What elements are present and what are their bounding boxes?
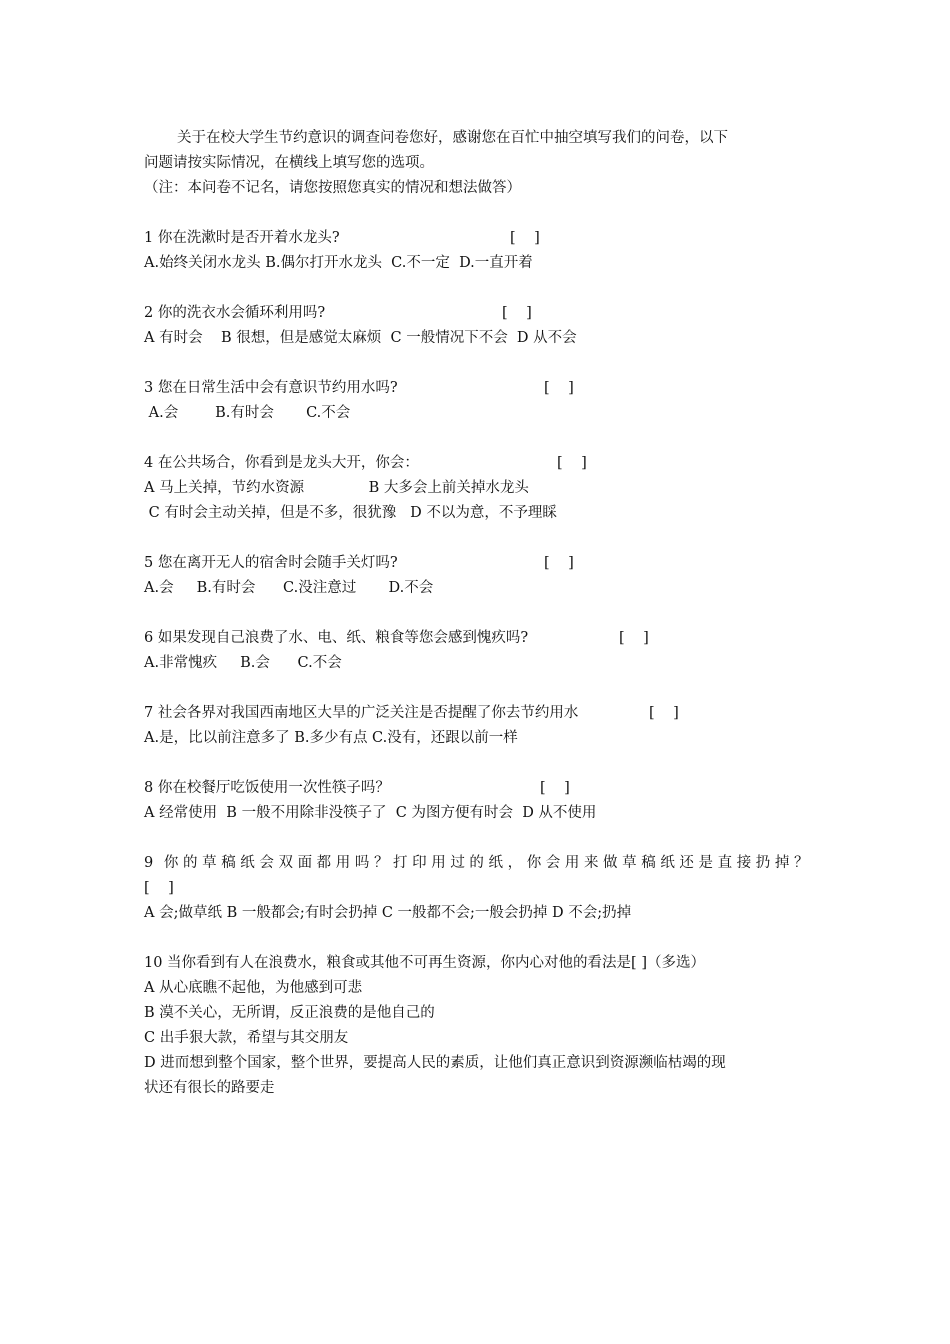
question-6-answer-bracket[interactable]: [ ]: [619, 630, 649, 646]
question-7-options: A.是，比以前注意多了 B.多少有点 C.没有，还跟以前一样: [144, 730, 518, 746]
spacer: [144, 826, 810, 851]
spacer: [144, 926, 810, 951]
question-5-answer-bracket[interactable]: [ ]: [544, 555, 574, 571]
spacer: [144, 276, 810, 301]
question-4-answer-bracket[interactable]: [ ]: [557, 455, 587, 471]
question-6-options: A.非常愧疚 B.会 C.不会: [144, 655, 342, 671]
question-10-option-b: B 漠不关心，无所谓，反正浪费的是他自己的: [144, 1005, 435, 1021]
question-2-answer-bracket[interactable]: [ ]: [502, 305, 532, 321]
question-2-text: 2 你的洗衣水会循环利用吗?: [144, 305, 326, 321]
question-1-options: A.始终关闭水龙头 B.偶尔打开水龙头 C.不一定 D.一直开着: [144, 255, 533, 271]
question-10-option-c: C 出手狠大款，希望与其交朋友: [144, 1030, 349, 1046]
question-9-answer-bracket[interactable]: [ ]: [144, 880, 174, 896]
question-10-option-d-line-1: D 进而想到整个国家，整个世界，要提高人民的素质，让他们真正意识到资源濒临枯竭的现: [144, 1055, 726, 1071]
question-3-answer-bracket[interactable]: [ ]: [544, 380, 574, 396]
question-3-options: A.会 B.有时会 C.不会: [144, 405, 351, 421]
question-7-text: 7 社会各界对我国西南地区大旱的广泛关注是否提醒了你去节约用水: [144, 705, 579, 721]
question-5: [144, 551, 810, 576]
question-5-text: 5 您在离开无人的宿舍时会随手关灯吗?: [144, 555, 398, 571]
intro-line-1: 关于在校大学生节约意识的调查问卷您好，感谢您在百忙中抽空填写我们的问卷，以下: [177, 130, 728, 146]
question-8: [144, 776, 810, 801]
question-8-text: 8 你在校餐厅吃饭使用一次性筷子吗？: [144, 780, 390, 796]
question-8-options: A 经常使用 B 一般不用除非没筷子了 C 为图方便有时会 D 从不使用: [144, 805, 597, 821]
question-8-answer-bracket[interactable]: [ ]: [540, 780, 570, 796]
spacer: [144, 351, 810, 376]
intro-note: （注：本问卷不记名，请您按照您真实的情况和想法做答）: [144, 180, 521, 196]
question-4-text: 4 在公共场合，你看到是龙头大开，你会：: [144, 455, 419, 471]
spacer: [144, 676, 810, 701]
question-1-answer-bracket[interactable]: [ ]: [510, 230, 540, 246]
question-10-option-d-line-2: 状还有很长的路要走: [144, 1080, 275, 1096]
question-9-options: A 会;做草纸 B 一般都会;有时会扔掉 C 一般都不会;一般会扔掉 D 不会;扔掉: [144, 905, 632, 921]
spacer: [144, 601, 810, 626]
question-10-option-a: A 从心底瞧不起他，为他感到可悲: [144, 980, 363, 996]
question-5-options: A.会 B.有时会 C.没注意过 D.不会: [144, 580, 434, 596]
intro-line-2: 问题请按实际情况，在横线上填写您的选项。: [144, 155, 434, 171]
question-7-answer-bracket[interactable]: [ ]: [649, 705, 679, 721]
question-9-text: 9 你的草稿纸会双面都用吗？打印用过的纸，你会用来做草稿纸还是直接扔掉？: [144, 855, 810, 871]
question-4-options-line-2: C 有时会主动关掉，但是不多，很犹豫 D 不以为意，不予理睬: [144, 505, 557, 521]
question-4: [144, 451, 810, 476]
spacer: [144, 751, 810, 776]
questionnaire-body: [144, 126, 810, 1101]
question-6-text: 6 如果发现自己浪费了水、电、纸、粮食等您会感到愧疚吗?: [144, 630, 529, 646]
question-6: [144, 626, 810, 651]
question-3-text: 3 您在日常生活中会有意识节约用水吗?: [144, 380, 398, 396]
question-1-text: 1 你在洗漱时是否开着水龙头?: [144, 230, 340, 246]
spacer: [144, 526, 810, 551]
question-3: [144, 376, 810, 401]
question-10-text: 10 当你看到有人在浪费水，粮食或其他不可再生资源，你内心对他的看法是[ ]（多选）: [144, 955, 705, 971]
question-2-options: A 有时会 B 很想，但是感觉太麻烦 C 一般情况下不会 D 从不会: [144, 330, 577, 346]
question-7: [144, 701, 810, 726]
spacer: [144, 426, 810, 451]
question-2: [144, 301, 810, 326]
question-1: [144, 226, 810, 251]
question-4-options-line-1: A 马上关掉，节约水资源 B 大多会上前关掉水龙头: [144, 480, 529, 496]
spacer: [144, 201, 810, 226]
